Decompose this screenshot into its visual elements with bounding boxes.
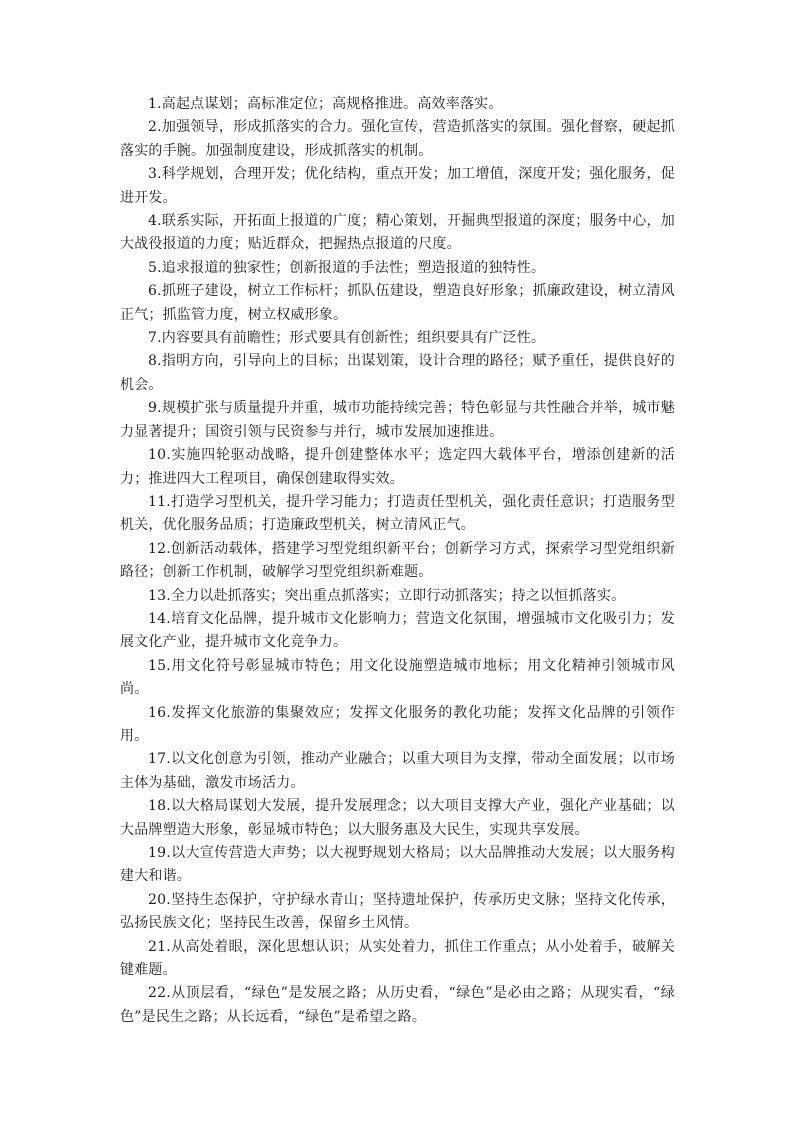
- paragraph-1: 1.高起点谋划；高标准定位；高规格推进。高效率落实。: [148, 96, 503, 112]
- paragraph-9: 9.规模扩张与质量提升并重，城市功能持续完善；特色彰显与共性融合并举，城市魅力显著提升；国资引领与民资参与并行，城市发展加速推进。: [120, 400, 675, 440]
- paragraph-20: 20.坚持生态保护，守护绿水青山；坚持遗址保护，传承历史文脉；坚持文化传承，弘扬民族文化；坚持民生改善，保留乡土风情。: [120, 891, 675, 932]
- paragraph-11: 11.打造学习型机关，提升学习能力；打造责任型机关，强化责任意识；打造服务型机关，优化服务品质；打造廉政型机关，树立清风正气。: [120, 493, 675, 534]
- paragraph-2: 2.加强领导，形成抓落实的合力。强化宣传，营造抓落实的氛围。强化督察，硬起抓落实的手腕。加强制度建设，形成抓落实的机制。: [120, 119, 675, 159]
- paragraph-8: 8.指明方向，引导向上的目标；出谋划策，设计合理的路径；赋予重任，提供良好的机会。: [120, 353, 675, 393]
- paragraph-6: 6.抓班子建设，树立工作标杆；抓队伍建设，塑造良好形象；抓廉政建设，树立清风正气；抓监管力度，树立权威形象。: [120, 283, 675, 323]
- paragraph-14: 14.培育文化品牌，提升城市文化影响力；营造文化氛围，增强城市文化吸引力；发展文化产业，提升城市文化竞争力。: [120, 610, 675, 651]
- paragraph-3: 3.科学规划，合理开发；优化结构，重点开发；加工增值，深度开发；强化服务，促进开发。: [120, 166, 675, 206]
- paragraph-21: 21.从高处着眼，深化思想认识；从实处着力，抓住工作重点；从小处着手，破解关键难题。: [120, 938, 675, 979]
- paragraph-18: 18.以大格局谋划大发展，提升发展理念；以大项目支撑大产业，强化产业基础；以大品牌塑造大形象，彰显城市特色；以大服务惠及大民生，实现共享发展。: [120, 798, 675, 838]
- paragraph-17: 17.以文化创意为引领，推动产业融合；以重大项目为支撑，带动全面发展；以市场主体为基础，激发市场活力。: [120, 751, 675, 791]
- paragraph-15: 15.用文化符号彰显城市特色；用文化设施塑造城市地标；用文化精神引领城市风尚。: [120, 657, 675, 698]
- paragraph-13: 13.全力以赴抓落实；突出重点抓落实；立即行动抓落实；持之以恒抓落实。: [148, 587, 626, 604]
- paragraph-22: 22.从顶层看，“绿色”是发展之路；从历史看，“绿色”是必由之路；从现实看，“绿色”是民生之路；从长远看，“绿色”是希望之路。: [120, 985, 675, 1025]
- paragraph-4: 4.联系实际，开拓面上报道的广度；精心策划，开掘典型报道的深度；服务中心，加大战役报道的力度；贴近群众，把握热点报道的尺度。: [120, 213, 675, 253]
- paragraph-7: 7.内容要具有前瞻性；形式要具有创新性；组织要具有广泛性。: [148, 330, 546, 347]
- paragraph-16: 16.发挥文化旅游的集聚效应；发挥文化服务的教化功能；发挥文化品牌的引领作用。: [120, 704, 675, 744]
- paragraph-5: 5.追求报道的独家性；创新报道的手法性；塑造报道的独特性。: [148, 259, 546, 276]
- paragraph-19: 19.以大宣传营造大声势；以大视野规划大格局；以大品牌推动大发展；以大服务构建大和谐。: [120, 845, 675, 885]
- paragraph-12: 12.创新活动载体，搭建学习型党组织新平台；创新学习方式，探索学习型党组织新路径；创新工作机制，破解学习型党组织新难题。: [120, 540, 675, 581]
- paragraph-10: 10.实施四轮驱动战略，提升创建整体水平；选定四大载体平台，增添创建新的活力；推进四大工程项目，确保创建取得实效。: [120, 447, 675, 487]
- document-body: [120, 93, 675, 1029]
